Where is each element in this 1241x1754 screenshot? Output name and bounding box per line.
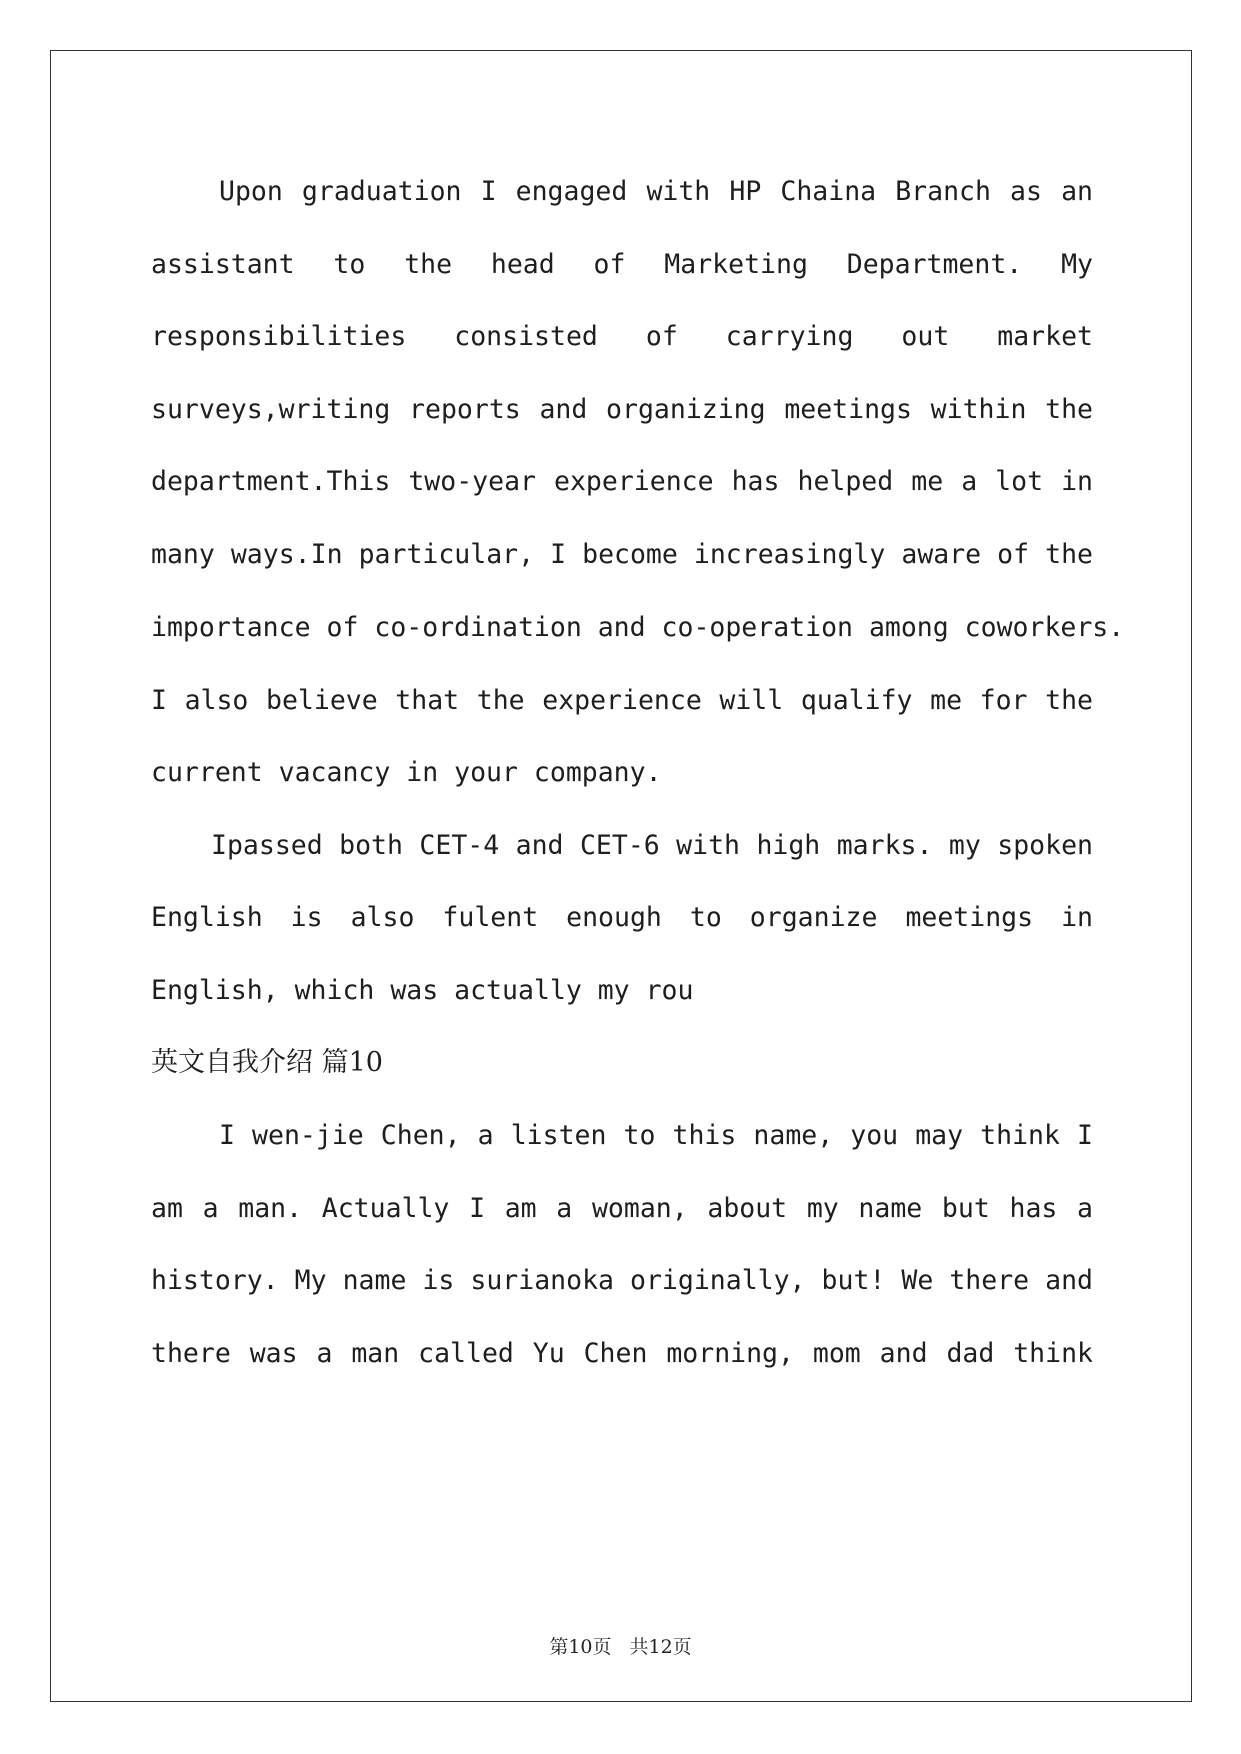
paragraph-line: importance of co-ordination and co-operation among coworkers. xyxy=(151,612,1125,643)
paragraph-line: I wen-jie Chen, a listen to this name, you may think I xyxy=(219,1120,1093,1151)
paragraph-line: Ipassed both CET-4 and CET-6 with high marks. my spoken xyxy=(211,830,1093,861)
paragraph-line: surveys,writing reports and organizing meetings within the xyxy=(151,394,1093,425)
paragraph-line: am a man. Actually I am a woman, about my name but has a xyxy=(151,1193,1093,1224)
page-number: 第10页 xyxy=(549,1636,612,1658)
paragraph-line: current vacancy in your company. xyxy=(151,757,662,788)
paragraph-line: there was a man called Yu Chen morning, mom and dad think xyxy=(151,1338,1093,1369)
paragraph-line: assistant to the head of Marketing Department. My xyxy=(151,249,1093,280)
paragraph-line: history. My name is surianoka originally, but! We there and xyxy=(151,1265,1093,1296)
section-heading: 英文自我介绍 篇10 xyxy=(151,1047,383,1078)
paragraph-line: English is also fulent enough to organize meetings in xyxy=(151,902,1093,933)
page-footer xyxy=(0,1632,1241,1659)
paragraph-line: English, which was actually my rou xyxy=(151,975,694,1006)
page-border xyxy=(50,50,1192,1702)
paragraph-line: department.This two-year experience has helped me a lot in xyxy=(151,466,1093,497)
paragraph-line: Upon graduation I engaged with HP Chaina Branch as an xyxy=(219,176,1093,207)
paragraph-line: responsibilities consisted of carrying out market xyxy=(151,321,1093,352)
paragraph-line: many ways.In particular, I become increasingly aware of the xyxy=(151,539,1093,570)
paragraph-line: I also believe that the experience will qualify me for the xyxy=(151,685,1093,716)
page-total: 共12页 xyxy=(629,1636,692,1658)
